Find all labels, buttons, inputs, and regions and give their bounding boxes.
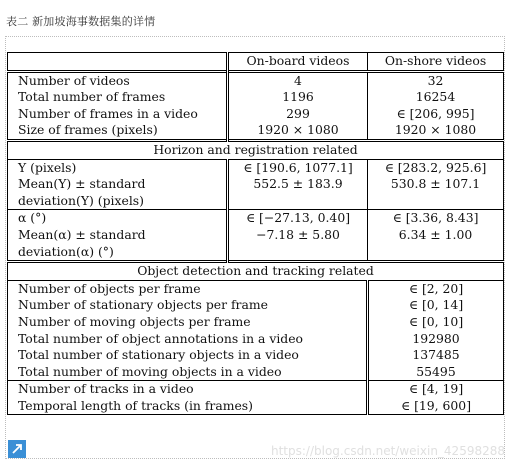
onshore-value: 1920 × 1080 (368, 122, 504, 140)
row-label: Total number of stationary objects in a video (8, 347, 368, 364)
table-row (8, 381, 504, 398)
row-label: Number of stationary objects per frame (8, 297, 368, 314)
onboard-value (228, 159, 368, 210)
label-line: Mean(Y) ± standard (18, 176, 146, 192)
section-horizon-title: Horizon and registration related (8, 140, 504, 159)
table-row (8, 347, 504, 364)
table-row (8, 314, 504, 331)
track-value: ∈ [19, 600] (368, 398, 504, 415)
onshore-value (368, 159, 504, 210)
value-line: 530.8 ± 107.1 (390, 176, 481, 192)
onshore-value: 32 (368, 71, 504, 89)
table-row (8, 364, 504, 381)
track-value: ∈ [4, 19] (368, 381, 504, 398)
row-label: Number of objects per frame (8, 280, 368, 297)
value-line: ∈ [−27.13, 0.40] (245, 210, 351, 226)
expand-arrow-icon[interactable] (8, 440, 26, 458)
value-line: ∈ [190.6, 1077.1] (243, 159, 353, 175)
section-header-row (8, 262, 504, 281)
table-row (8, 297, 504, 314)
header-onshore: On-shore videos (368, 53, 504, 72)
row-label: Size of frames (pixels) (8, 122, 228, 140)
value-line: −7.18 ± 5.80 (256, 226, 340, 242)
table-row (8, 122, 504, 140)
row-label: Number of frames in a video (8, 106, 228, 123)
table-caption: 表二 新加坡海事数据集的详情 (6, 15, 156, 28)
row-label: Total number of moving objects in a video (8, 364, 368, 381)
object-value: ∈ [2, 20] (368, 280, 504, 297)
label-line: deviation(α) (°) (18, 243, 114, 259)
onboard-value: 1196 (228, 89, 368, 106)
header-onboard: On-board videos (228, 53, 368, 72)
row-label: Total number of frames (8, 89, 228, 106)
onboard-value (228, 210, 368, 262)
onboard-value: 299 (228, 106, 368, 123)
label-line: α (°) (18, 210, 47, 226)
object-value: ∈ [0, 10] (368, 314, 504, 331)
label-line: Mean(α) ± standard (18, 226, 146, 242)
value-line: ∈ [283.2, 925.6] (384, 159, 487, 175)
table-row (8, 106, 504, 123)
row-label (8, 159, 228, 210)
label-line: Y (pixels) (18, 159, 77, 175)
section-header-row (8, 140, 504, 159)
dataset-table (7, 52, 504, 415)
header-row (8, 53, 504, 72)
onshore-value: 16254 (368, 89, 504, 106)
row-label: Temporal length of tracks (in frames) (8, 398, 368, 415)
table-row (8, 71, 504, 89)
row-label (8, 210, 228, 262)
object-value: 55495 (368, 364, 504, 381)
object-value: 192980 (368, 331, 504, 348)
table-row (8, 89, 504, 106)
table-row (8, 159, 504, 210)
table-row (8, 398, 504, 415)
onshore-value (368, 210, 504, 262)
object-value: 137485 (368, 347, 504, 364)
label-line: deviation(Y) (pixels) (18, 192, 144, 208)
value-line: ∈ [3.36, 8.43] (392, 210, 479, 226)
table-row (8, 331, 504, 348)
table-row (8, 210, 504, 262)
watermark: https://blog.csdn.net/weixin_42598288 (270, 444, 505, 458)
row-label: Total number of object annotations in a video (8, 331, 368, 348)
object-value: ∈ [0, 14] (368, 297, 504, 314)
header-empty (8, 53, 228, 72)
onshore-value: ∈ [206, 995] (368, 106, 504, 123)
row-label: Number of videos (8, 71, 228, 89)
value-line: 552.5 ± 183.9 (253, 176, 343, 192)
onboard-value: 1920 × 1080 (228, 122, 368, 140)
row-label: Number of tracks in a video (8, 381, 368, 398)
expand-arrow-glyph (11, 443, 23, 455)
section-object-title: Object detection and tracking related (8, 262, 504, 281)
value-line: 6.34 ± 1.00 (398, 226, 473, 242)
table-row (8, 280, 504, 297)
onboard-value: 4 (228, 71, 368, 89)
row-label: Number of moving objects per frame (8, 314, 368, 331)
